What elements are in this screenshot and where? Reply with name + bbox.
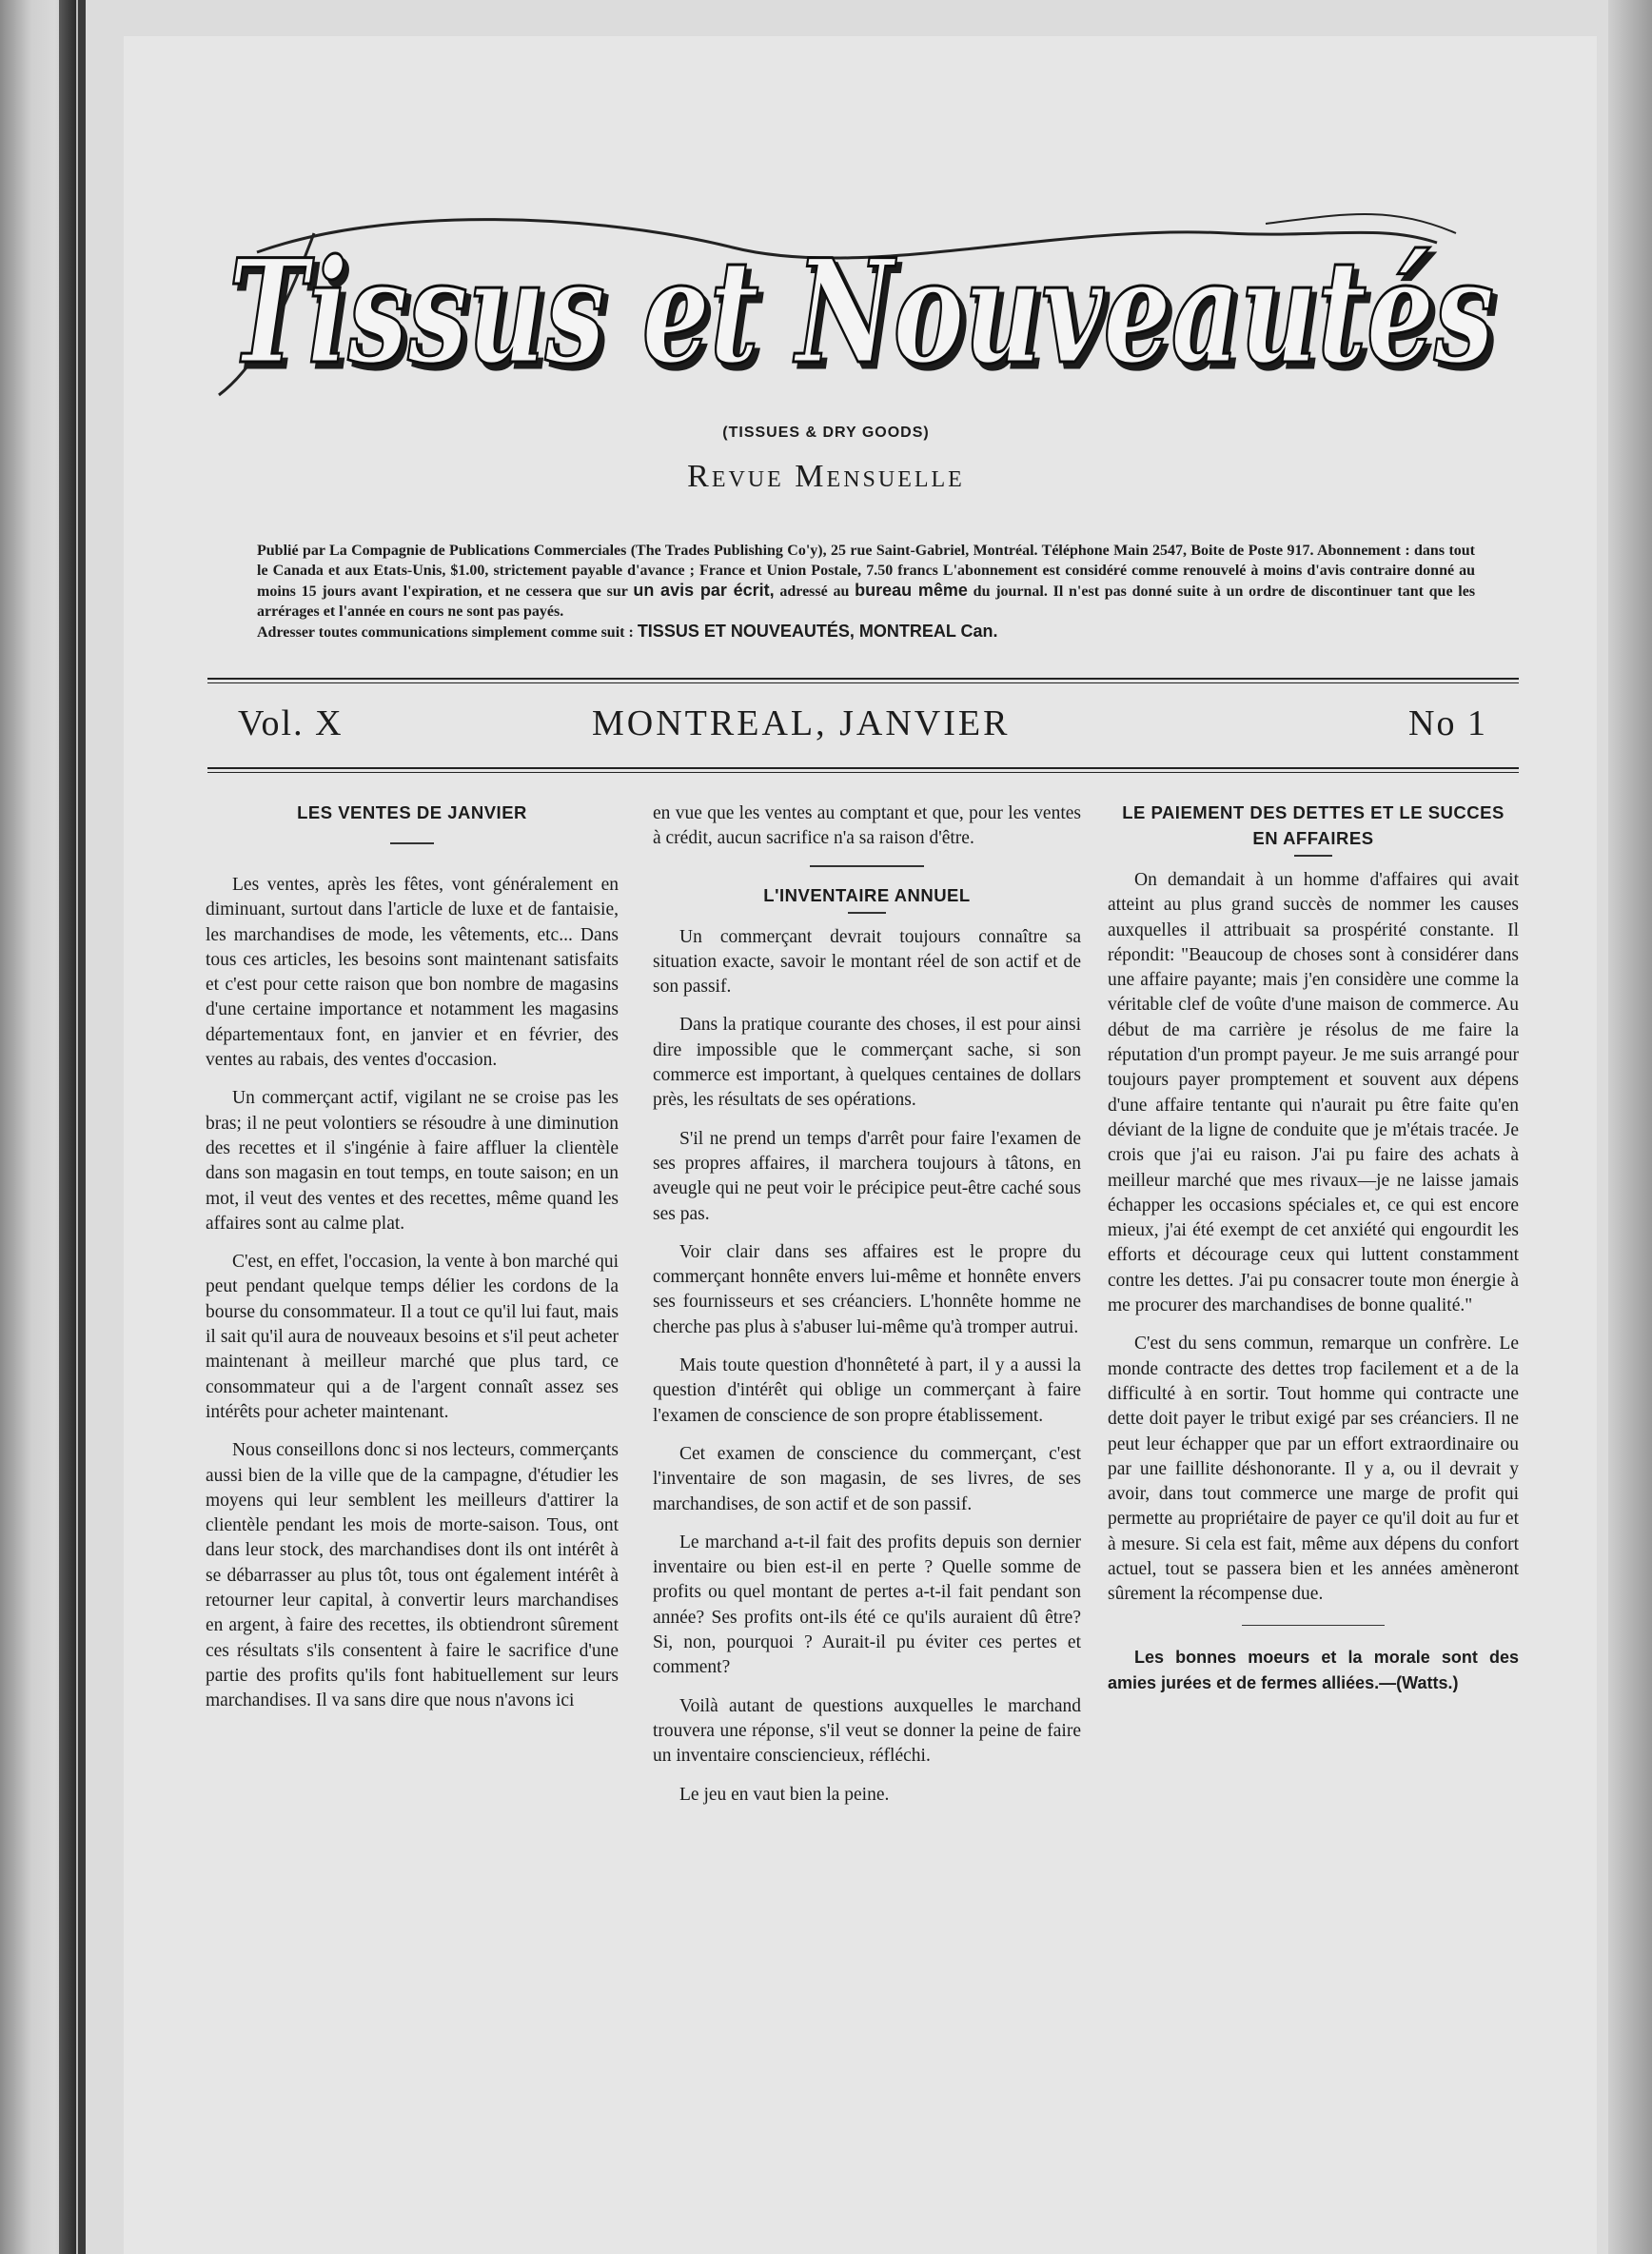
publisher-text-2: adressé au [779,583,850,600]
masthead-logo [200,195,1532,433]
paragraph: Un commerçant actif, vigilant ne se croise pas les bras; il ne peut volontiers se résoudre à une diminution des recettes et il s'ingénie à faire affluer la clientèle dans son magasin en tout temps, en toute saison; en un mot, il veut des ventes et des recettes, même quand les affaires sont au calme plat. [206,1088,619,1234]
paragraph: S'il ne prend un temps d'arrêt pour faire l'examen de ses propres affaires, il marchera toujours à tâtons, en aveugle qui ne peut voir le précipice peut-être caché sous ses pas. [653,1128,1081,1224]
article-heading-inventaire: L'INVENTAIRE ANNUEL [763,884,971,905]
closing-quote: Les bonnes moeurs et la morale sont des amies jurées et de fermes alliées.—(Watts.) [1108,1647,1519,1692]
paragraph: Le jeu en vaut bien la peine. [679,1784,890,1805]
paragraph-continuation: en vue que les ventes au comptant et que, pour les ventes à crédit, aucun sacrifice n'a sa raison d'être. [653,803,1081,849]
right-page-edge [1608,0,1652,2254]
issue-place-date: MONTREAL, JANVIER [592,703,1011,743]
publisher-bureau: bureau même [855,581,968,600]
header-rule-top-thin [207,682,1519,683]
masthead-title: Tissus et Nouveautés [228,228,1494,396]
publisher-address-line [200,622,1475,643]
article-heading-paiement: LE PAIEMENT DES DETTES ET LE SUCCES EN AFFAIRES [1122,802,1504,848]
masthead-revue: Revue Mensuelle [687,459,965,494]
paragraph: Le marchand a-t-il fait des profits depuis son dernier inventaire ou bien est-il en perte ? Quelle somme de profits ou quel montant de pertes a-t-il fait pendant son année? Ses profits ont-ils été ce qu'ils auraient dû être? Si, non, pourquoi ? Aurait-il pu éviter ces pertes et comment? [653,1532,1081,1678]
publisher-address: TISSUS ET NOUVEAUTÉS, MONTREAL Can. [637,622,998,641]
paragraph: Mais toute question d'honnêteté à part, il y a aussi la question d'intérêt qui oblige un commerçant à faire l'examen de conscience de son propre établissement. [653,1355,1081,1426]
publisher-address-intro: Adresser toutes communications simplement comme suit : [257,624,634,641]
paragraph: Nous conseillons donc si nos lecteurs, commerçants aussi bien de la ville que de la campagne, d'étudier les moyens qui leur semblent les meilleurs d'attirer la clientèle pendant les mois de morte-saison. Tous, ont dans leur stock, des marchandises dont ils ont intérêt à se débarrasser au plus tôt, tous ont également intérêt à retourner leur capital, à convertir leurs marchandises en argent, à faire des recettes, ils obtiendront sûrement ces résultats s'ils consentent à faire le sacrifice d'une partie des profits qu'ils font habituellement sur leurs marchandises. Il va sans dire que nous n'avons ici [206,1440,619,1711]
binding-gutter [59,0,76,2254]
paragraph: C'est, en effet, l'occasion, la vente à bon marché qui peut pendant quelque temps délier les cordons de la bourse du consommateur. Il a tout ce qu'il lui faut, mais il sait qu'il aura de nouveaux besoins et s'il peut acheter maintenant à meilleur marché que plus tard, ce consommateur qui a de l'argent connaît assez ses intérêts pour acheter maintenant. [206,1252,619,1422]
header-rule-top [207,678,1519,680]
paragraph: C'est du sens commun, remarque un confrère. Le monde contracte des dettes trop facilement et a de la difficulté à en sortir. Tout homme qui contracte une dette doit payer le tribut exigé par ses créanciers. Il ne peut leur échapper que par un effort extraordinaire ou par une faillite déshonorante. Il y a, ou il devrait y avoir, dans tout commerce une marge de profit qui permette au propriétaire de payer ce qu'il doit au fur et à mesure. Si cela est fait, même aux dépens du confort actuel, tout se passera bien et les années amèneront sûrement la récompense due. [1108,1334,1519,1605]
heading-separator [1294,855,1332,857]
header-rule-bottom-thin [207,772,1519,773]
paragraph: Cet examen de conscience du commerçant, c'est l'inventaire de son magasin, de ses livres, de ses marchandises, de son actif et de son passif. [653,1443,1081,1514]
issue-number: No 1 [1408,703,1487,743]
paragraph: Voir clair dans ses affaires est le propre du commerçant honnête envers lui-même et honnête envers ses fournisseurs et ses créanciers. L'honnête homme ne cherche pas plus à s'abuser lui-même qu'à tromper autrui. [653,1241,1081,1337]
paragraph: Un commerçant devrait toujours connaître sa situation exacte, savoir le montant réel de son actif et de son passif. [653,926,1081,998]
publisher-notice [200,541,1475,643]
publisher-text-3: du journal. Il n'est pas donné suite à un ordre de discontinuer tant que les arrérages et l'année en cours ne sont pas payés. [257,583,1476,620]
article-separator [810,865,924,867]
column-1 [206,800,619,1728]
column-2 [653,801,1081,1821]
article-separator [1242,1625,1385,1626]
column-3 [1108,800,1519,1710]
masthead-subtitle: (TISSUES & DRY GOODS) [722,425,930,441]
paragraph: On demandait à un homme d'affaires qui avait atteint au plus grand succès de nommer les causes auxquelles il attribuait sa prospérité constante. Il répondit: "Beaucoup de choses sont à considérer dans une affaire payante; mais j'en considère une comme la véritable clef de voûte d'une maison de commerce. Au début de ma carrière je résolus de me faire la réputation d'un prompt payeur. Je me suis arrangé pour toujours payer promptement et souvent aux dépens d'une affaire tentante qui n'aurait pu être faite qu'en déviant de la ligne de conduite que je m'étais tracée. Je crois que j'ai eu raison. J'ai pu faire des achats à meilleur marché que mes rivaux—je ne laisse jamais échapper les occasions spéciales et, ce qui est encore mieux, j'ai été exempt de cet anxiété qui engourdit les efforts et décourage ceux qui luttent constamment contre les dettes. J'ai pu consacrer toute mon énergie à me procurer des marchandises de bonne qualité." [1108,870,1519,1316]
heading-separator [390,842,434,844]
publisher-avis: un avis par écrit, [633,581,775,600]
paragraph: Voilà autant de questions auxquelles le marchand trouvera une réponse, s'il veut se donner la peine de faire un inventaire consciencieux, réfléchi. [653,1695,1081,1767]
header-rule-bottom [207,767,1519,769]
publisher-text-1: Publié par La Compagnie de Publications Commerciales (The Trades Publishing Co'y), 25 rue Saint-Gabriel, Montréal. Téléphone Main 2547, Boite de Poste 917. Abonnement : dans tout le Canada et aux Etats-Unis, $1.00, strictement payable d'avance ; France et Union Postale, 7.50 francs L'abonnement est considéré comme renouvelé à moins d'avis contraire donné au moins 15 jours avant l'expiration, et ne cessera que sur [257,543,1475,600]
article-heading-ventes: LES VENTES DE JANVIER [297,802,527,822]
publisher-notice-body [200,541,1475,622]
issue-volume: Vol. X [238,703,344,743]
heading-separator [848,912,886,914]
paragraph: Dans la pratique courante des choses, il est pour ainsi dire impossible que le commerçant sache, si son commerce est important, à quelques centaines de dollars près, les résultats de ses opérations. [653,1015,1081,1111]
paragraph: Les ventes, après les fêtes, vont généralement en diminuant, surtout dans l'article de luxe et de fantaisie, les marchandises de mode, les vêtements, etc... Dans tous ces articles, les besoins sont maintenant satisfaits et c'est pour cette raison que bon nombre de magasins d'une certaine importance et notamment les magasins départementaux font, en janvier et en février, des ventes au rabais, des ventes d'occasion. [206,875,619,1071]
